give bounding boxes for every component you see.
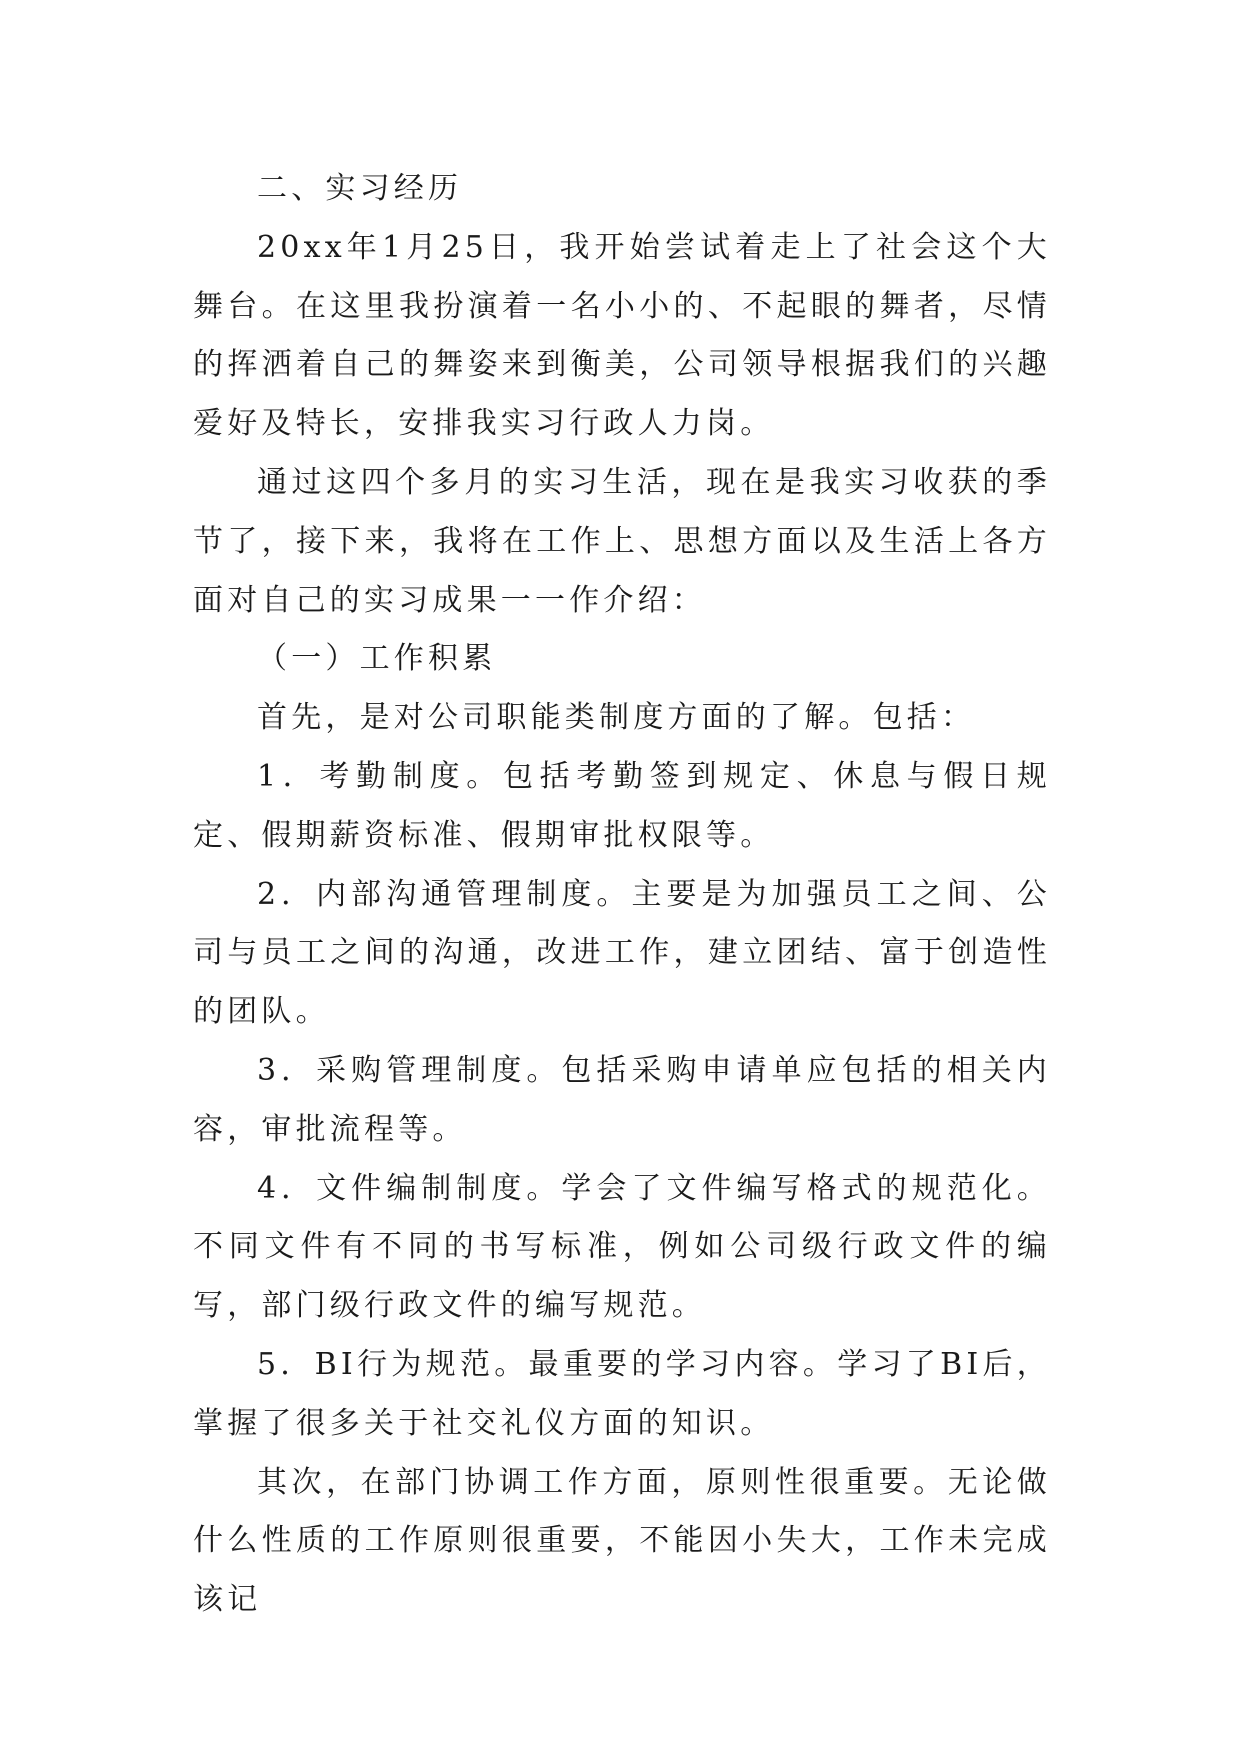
subsection-heading: （一）工作积累 — [257, 641, 497, 677]
document-page — [193, 160, 1051, 1630]
paragraph: 首先，是对公司职能类制度方面的了解。包括： — [257, 700, 976, 736]
list-item: 5．BI行为规范。最重要的学习内容。学习了BI后，掌握了很多关于社交礼仪方面的知识。 — [193, 1346, 1051, 1441]
list-item: 1．考勤制度。包括考勤签到规定、休息与假日规定、假期薪资标准、假期审批权限等。 — [193, 758, 1051, 853]
section-heading: 二、实习经历 — [257, 171, 463, 206]
list-item: 2．内部沟通管理制度。主要是为加强员工之间、公司与员工之间的沟通，改进工作，建立团结、富于创造性的团队。 — [193, 876, 1051, 1030]
paragraph: 20xx年1月25日，我开始尝试着走上了社会这个大舞台。在这里我扮演着一名小小的、不起眼的舞者，尽情的挥洒着自己的舞姿来到衡美，公司领导根据我们的兴趣爱好及特长，安排我实习行政人力岗。 — [193, 229, 1051, 442]
paragraph: 通过这四个多月的实习生活，现在是我实习收获的季节了，接下来，我将在工作上、思想方面以及生活上各方面对自己的实习成果一一作介绍： — [193, 464, 1051, 618]
paragraph: 其次，在部门协调工作方面，原则性很重要。无论做什么性质的工作原则很重要，不能因小失大，工作未完成该记 — [193, 1464, 1051, 1618]
list-item: 4．文件编制制度。学会了文件编写格式的规范化。不同文件有不同的书写标准，例如公司级行政文件的编写，部门级行政文件的编写规范。 — [193, 1170, 1051, 1324]
list-item: 3．采购管理制度。包括采购申请单应包括的相关内容，审批流程等。 — [193, 1052, 1051, 1147]
